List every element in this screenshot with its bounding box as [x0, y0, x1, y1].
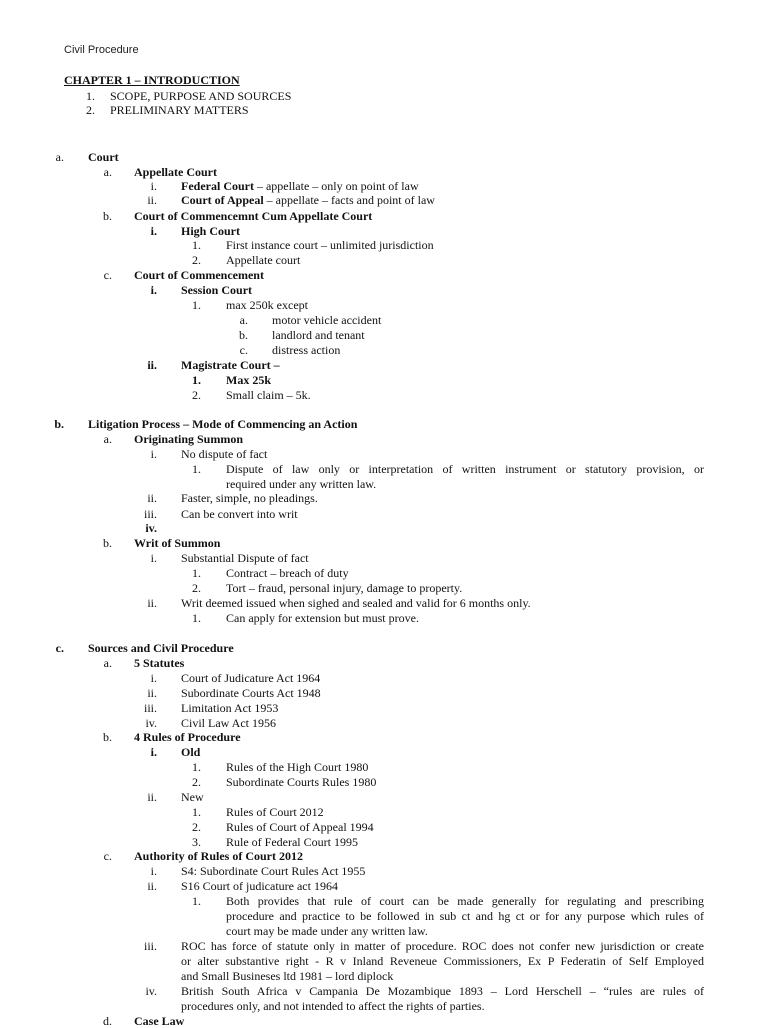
- list-item-text: Court of Judicature Act 1964: [181, 671, 321, 685]
- list-marker: i.: [150, 671, 157, 685]
- list-item-text: Subordinate Courts Rules 1980: [226, 775, 377, 789]
- list-marker: 1.: [192, 611, 201, 625]
- list-item-text: Appellate Court: [134, 165, 217, 179]
- list-item-text: Court of Commencement: [134, 268, 264, 282]
- list-marker: 1.: [192, 238, 201, 252]
- list-item-text: or alter substantive right - R v Inland Reveneue Commissioners, Ex P Federatin of Self Employed: [181, 954, 704, 968]
- list-item-text: Magistrate Court –: [181, 358, 280, 372]
- list-item-text: Sources and Civil Procedure: [88, 641, 234, 655]
- list-marker: ii.: [147, 879, 157, 893]
- list-item-text: procedures only, and not intended to affect the rights of parties.: [181, 999, 485, 1013]
- toc-marker: 1.: [86, 89, 95, 103]
- list-marker: i.: [150, 447, 157, 461]
- list-item-text: ROC has force of statute only in matter of procedure. ROC does not confer new jurisdiction or create: [181, 939, 704, 953]
- list-item-bold-text: Federal Court: [181, 179, 254, 193]
- list-marker: 2.: [192, 775, 201, 789]
- list-marker: i.: [150, 864, 157, 878]
- list-marker: 1.: [192, 805, 201, 819]
- list-marker: 1.: [192, 566, 201, 580]
- list-item-text: Civil Law Act 1956: [181, 716, 276, 730]
- list-marker: 2.: [192, 581, 201, 595]
- list-item-text: Subordinate Courts Act 1948: [181, 686, 321, 700]
- list-marker: ii.: [147, 491, 157, 505]
- list-item-text: Case Law: [134, 1014, 185, 1028]
- list-marker: 2.: [192, 253, 201, 267]
- toc-item: PRELIMINARY MATTERS: [110, 103, 249, 117]
- list-marker: a.: [103, 656, 112, 670]
- list-marker: ii.: [147, 358, 157, 372]
- list-item-text: Limitation Act 1953: [181, 701, 279, 715]
- list-marker: ii.: [147, 596, 157, 610]
- list-item-text: Court of Commencemnt Cum Appellate Court: [134, 209, 373, 223]
- list-item-text: Faster, simple, no pleadings.: [181, 491, 318, 505]
- list-item-text: Litigation Process – Mode of Commencing an Action: [88, 417, 358, 431]
- list-item-text: Rules of Court 2012: [226, 805, 324, 819]
- list-marker: c.: [55, 641, 64, 655]
- list-marker: iv.: [145, 521, 157, 535]
- list-marker: i.: [150, 745, 157, 759]
- list-item-text: Court: [88, 150, 119, 164]
- list-item-text: Can apply for extension but must prove.: [226, 611, 419, 625]
- list-marker: c.: [239, 343, 248, 357]
- list-marker: 3.: [192, 835, 201, 849]
- list-marker: 1.: [192, 760, 201, 774]
- list-marker: iii.: [143, 507, 157, 521]
- list-marker: a.: [55, 150, 64, 164]
- list-marker: ii.: [147, 790, 157, 804]
- toc-item: SCOPE, PURPOSE AND SOURCES: [110, 89, 292, 103]
- document-header: Civil Procedure: [64, 44, 139, 56]
- list-marker: 2.: [192, 820, 201, 834]
- list-marker: b.: [103, 209, 112, 223]
- list-marker: 1.: [192, 373, 201, 387]
- list-item-text: Court of Appeal – appellate – facts and point of law: [181, 193, 435, 207]
- list-item-text: Max 25k: [226, 373, 271, 387]
- list-item-text: S16 Court of judicature act 1964: [181, 879, 338, 893]
- list-marker: iv.: [145, 984, 157, 998]
- list-item-text: procedure and practice to be followed in sub ct and hg ct or for any purpose which rules of: [226, 909, 704, 923]
- list-item-text: Writ of Summon: [134, 536, 221, 550]
- list-marker: a.: [103, 165, 112, 179]
- list-item-text: Dispute of law only or interpretation of written instrument or statutory provision, or: [226, 462, 704, 476]
- list-item-text: Federal Court – appellate – only on point of law: [181, 179, 419, 193]
- list-marker: iv.: [145, 716, 157, 730]
- list-item-text: distress action: [272, 343, 341, 357]
- list-marker: a.: [103, 432, 112, 446]
- list-marker: ii.: [147, 686, 157, 700]
- list-marker: ii.: [147, 193, 157, 207]
- list-marker: 1.: [192, 298, 201, 312]
- toc-marker: 2.: [86, 103, 95, 117]
- list-item-text: High Court: [181, 224, 241, 238]
- list-marker: b.: [239, 328, 248, 342]
- list-item-text: S4: Subordinate Court Rules Act 1955: [181, 864, 366, 878]
- list-item-text: Contract – breach of duty: [226, 566, 349, 580]
- list-item-text: Both provides that rule of court can be made generally for regulating and prescribing: [226, 894, 704, 908]
- list-marker: i.: [150, 224, 157, 238]
- list-marker: c.: [103, 849, 112, 863]
- list-item-text: Appellate court: [226, 253, 301, 267]
- list-item-text: British South Africa v Campania De Mozambique 1893 – Lord Herschell – “rules are rules of: [181, 984, 704, 998]
- list-marker: i.: [150, 551, 157, 565]
- list-marker: 2.: [192, 388, 201, 402]
- list-marker: b.: [103, 536, 112, 550]
- list-marker: iii.: [143, 701, 157, 715]
- list-marker: d.: [103, 1014, 112, 1028]
- list-marker: 1.: [192, 894, 201, 908]
- list-marker: b.: [103, 730, 112, 744]
- list-item-text: required under any written law.: [226, 477, 377, 491]
- list-item-text: Originating Summon: [134, 432, 244, 446]
- list-marker: a.: [239, 313, 248, 327]
- list-item-text: Small claim – 5k.: [226, 388, 311, 402]
- list-marker: c.: [103, 268, 112, 282]
- list-marker: i.: [150, 179, 157, 193]
- list-item-text: Tort – fraud, personal injury, damage to property.: [226, 581, 463, 595]
- list-item-text: Session Court: [181, 283, 253, 297]
- list-item-text: Rule of Federal Court 1995: [226, 835, 358, 849]
- list-marker: i.: [150, 283, 157, 297]
- list-item-text: First instance court – unlimited jurisdiction: [226, 238, 434, 252]
- chapter-title: CHAPTER 1 – INTRODUCTION: [64, 73, 240, 87]
- list-item-text: 4 Rules of Procedure: [134, 730, 241, 744]
- list-item-text: New: [181, 790, 204, 804]
- list-marker: 1.: [192, 462, 201, 476]
- list-item-text: Rules of Court of Appeal 1994: [226, 820, 374, 834]
- list-item-text: Old: [181, 745, 201, 759]
- list-item-text: max 250k except: [226, 298, 308, 312]
- list-item-text: motor vehicle accident: [272, 313, 382, 327]
- list-item-text: landlord and tenant: [272, 328, 365, 342]
- list-item-text: Authority of Rules of Court 2012: [134, 849, 303, 863]
- list-item-text: Can be convert into writ: [181, 507, 298, 521]
- list-item-bold-text: Court of Appeal: [181, 193, 264, 207]
- list-marker: b.: [54, 417, 64, 431]
- list-item-text: 5 Statutes: [134, 656, 185, 670]
- list-item-text: Writ deemed issued when sighed and sealed and valid for 6 months only.: [181, 596, 531, 610]
- list-item-text: Substantial Dispute of fact: [181, 551, 309, 565]
- list-marker: iii.: [143, 939, 157, 953]
- list-item-text: court may be made under any written law.: [226, 924, 428, 938]
- list-item-text: Rules of the High Court 1980: [226, 760, 369, 774]
- list-item-text: No dispute of fact: [181, 447, 268, 461]
- list-item-text: and Small Busineses ltd 1981 – lord diplock: [181, 969, 394, 983]
